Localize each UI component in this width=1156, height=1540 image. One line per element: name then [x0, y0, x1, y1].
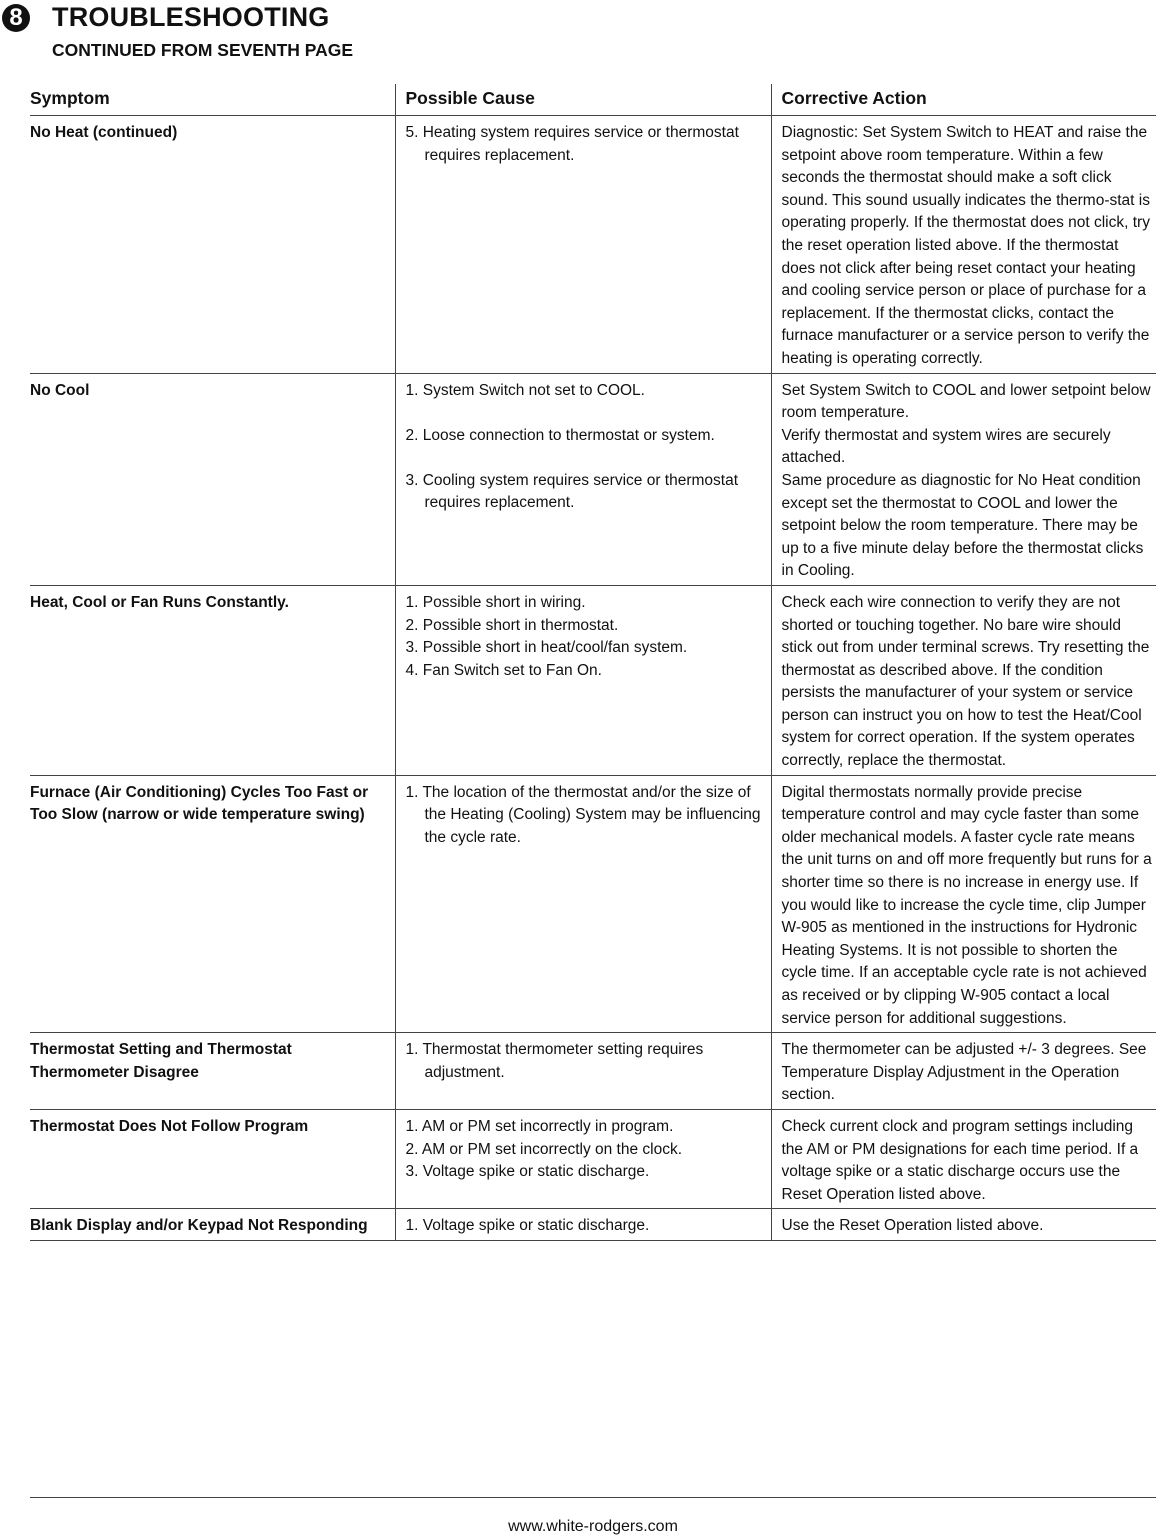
- symptom-cell: No Heat (continued): [30, 116, 395, 374]
- section-number-badge: 8: [2, 4, 30, 32]
- corrective-action-cell: [771, 775, 1156, 1033]
- cause-item: 1. Voltage spike or static discharge.: [405, 1217, 650, 1235]
- table-row: [30, 116, 1156, 374]
- symptom-cell: Heat, Cool or Fan Runs Constantly.: [30, 585, 395, 775]
- symptom-cell: Blank Display and/or Keypad Not Responding: [30, 1209, 395, 1241]
- action-item: Use the Reset Operation listed above.: [781, 1217, 1044, 1235]
- cause-item: 4. Fan Switch set to Fan On.: [405, 661, 602, 679]
- cause-item: 1. The location of the thermostat and/or the size of the Heating (Cooling) System may be influencing the cycle rate.: [405, 783, 761, 846]
- symptom-cell: Thermostat Setting and Thermostat Thermometer Disagree: [30, 1033, 395, 1110]
- possible-cause-cell: [395, 585, 771, 775]
- table-header-row: [30, 84, 1156, 116]
- corrective-action-cell: [771, 1033, 1156, 1110]
- possible-cause-cell: [395, 1033, 771, 1110]
- troubleshooting-table: [30, 84, 1156, 1241]
- possible-cause-cell: [395, 775, 771, 1033]
- cause-item: 2. Loose connection to thermostat or system.: [405, 426, 715, 444]
- table-body: [30, 116, 1156, 1241]
- possible-cause-cell: [395, 1109, 771, 1208]
- table-row: [30, 775, 1156, 1033]
- corrective-action-cell: [771, 585, 1156, 775]
- corrective-action-cell: [771, 116, 1156, 374]
- action-item: Verify thermostat and system wires are securely attached.: [781, 426, 1111, 467]
- column-header-corrective-action: Corrective Action: [771, 84, 1156, 116]
- corrective-action-cell: [771, 1209, 1156, 1241]
- page-title: TROUBLESHOOTING: [52, 2, 330, 32]
- page-subtitle: CONTINUED FROM SEVENTH PAGE: [52, 40, 354, 60]
- cause-item: 3. Cooling system requires service or thermostat requires replacement.: [405, 471, 739, 512]
- table-row: [30, 373, 1156, 585]
- possible-cause-cell: [395, 1209, 771, 1241]
- symptom-cell: No Cool: [30, 373, 395, 585]
- footer-divider: [30, 1497, 1156, 1498]
- corrective-action-cell: [771, 373, 1156, 585]
- possible-cause-cell: [395, 116, 771, 374]
- cause-item: 1. Thermostat thermometer setting requires adjustment.: [405, 1041, 704, 1081]
- page-header: [0, 0, 1156, 70]
- action-item: Check each wire connection to verify they are not shorted or touching together. No bare wire should stick out from under terminal screws. Try resetting the thermostat as described above. If the condition persists the manufacturer of your system or service person can instruct you on how to test the Heat/Cool system for correct operation. If the system operates correctly, replace the thermostat.: [781, 593, 1150, 770]
- table-row: [30, 585, 1156, 775]
- cause-item: 1. Possible short in wiring.: [405, 593, 586, 611]
- symptom-cell: Thermostat Does Not Follow Program: [30, 1109, 395, 1208]
- cause-item: 5. Heating system requires service or thermostat requires replacement.: [405, 124, 739, 164]
- footer-url: www.white-rodgers.com: [508, 1518, 678, 1535]
- action-item: The thermometer can be adjusted +/- 3 degrees. See Temperature Display Adjustment in the Operation section.: [781, 1041, 1147, 1104]
- cause-item: 1. System Switch not set to COOL.: [405, 381, 645, 399]
- action-item: Check current clock and program settings including the AM or PM designations for each time period. If a voltage spike or a static discharge occurs use the Reset Operation listed above.: [781, 1117, 1139, 1203]
- cause-item: 3. Voltage spike or static discharge.: [405, 1163, 650, 1181]
- table-row: [30, 1109, 1156, 1208]
- action-item: Diagnostic: Set System Switch to HEAT and raise the setpoint above room temperature. Within a few seconds the thermostat should make a soft click sound. This sound usually indicates the thermo-stat is operating properly. If the thermostat does not click, try the reset operation listed above. If the thermostat does not click after being reset contact your heating and cooling service person or place of purchase for a replacement. If the thermostat clicks, contact the furnace manufacturer or a service person to verify the heating is operating correctly.: [781, 124, 1150, 367]
- cause-item: 2. Possible short in thermostat.: [405, 616, 619, 634]
- corrective-action-cell: [771, 1109, 1156, 1208]
- action-item: Same procedure as diagnostic for No Heat condition except set the thermostat to COOL and lower the setpoint below the room temperature. There may be up to a five minute delay before the thermostat clicks in Cooling.: [781, 471, 1144, 580]
- column-header-possible-cause: Possible Cause: [395, 84, 771, 116]
- symptom-cell: Furnace (Air Conditioning) Cycles Too Fast or Too Slow (narrow or wide temperature swing): [30, 775, 395, 1033]
- possible-cause-cell: [395, 373, 771, 585]
- action-item: Digital thermostats normally provide precise temperature control and may cycle faster than some older mechanical models. A faster cycle rate means the unit turns on and off more frequently but runs for a shorter time so there is no increase in energy use. If you would like to increase the cycle time, clip Jumper W-905 as mentioned in the instructions for Hydronic Heating Systems. It is not possible to shorten the cycle time. If an acceptable cycle rate is not achieved as received or by clipping W-905 contact a local service person for additional suggestions.: [781, 783, 1152, 1027]
- cause-item: 3. Possible short in heat/cool/fan system.: [405, 639, 688, 657]
- table-row: [30, 1209, 1156, 1241]
- column-header-symptom: Symptom: [30, 84, 395, 116]
- action-item: Set System Switch to COOL and lower setpoint below room temperature.: [781, 381, 1151, 422]
- table-row: [30, 1033, 1156, 1110]
- cause-item: 1. AM or PM set incorrectly in program.: [405, 1117, 674, 1135]
- cause-item: 2. AM or PM set incorrectly on the clock.: [405, 1140, 683, 1158]
